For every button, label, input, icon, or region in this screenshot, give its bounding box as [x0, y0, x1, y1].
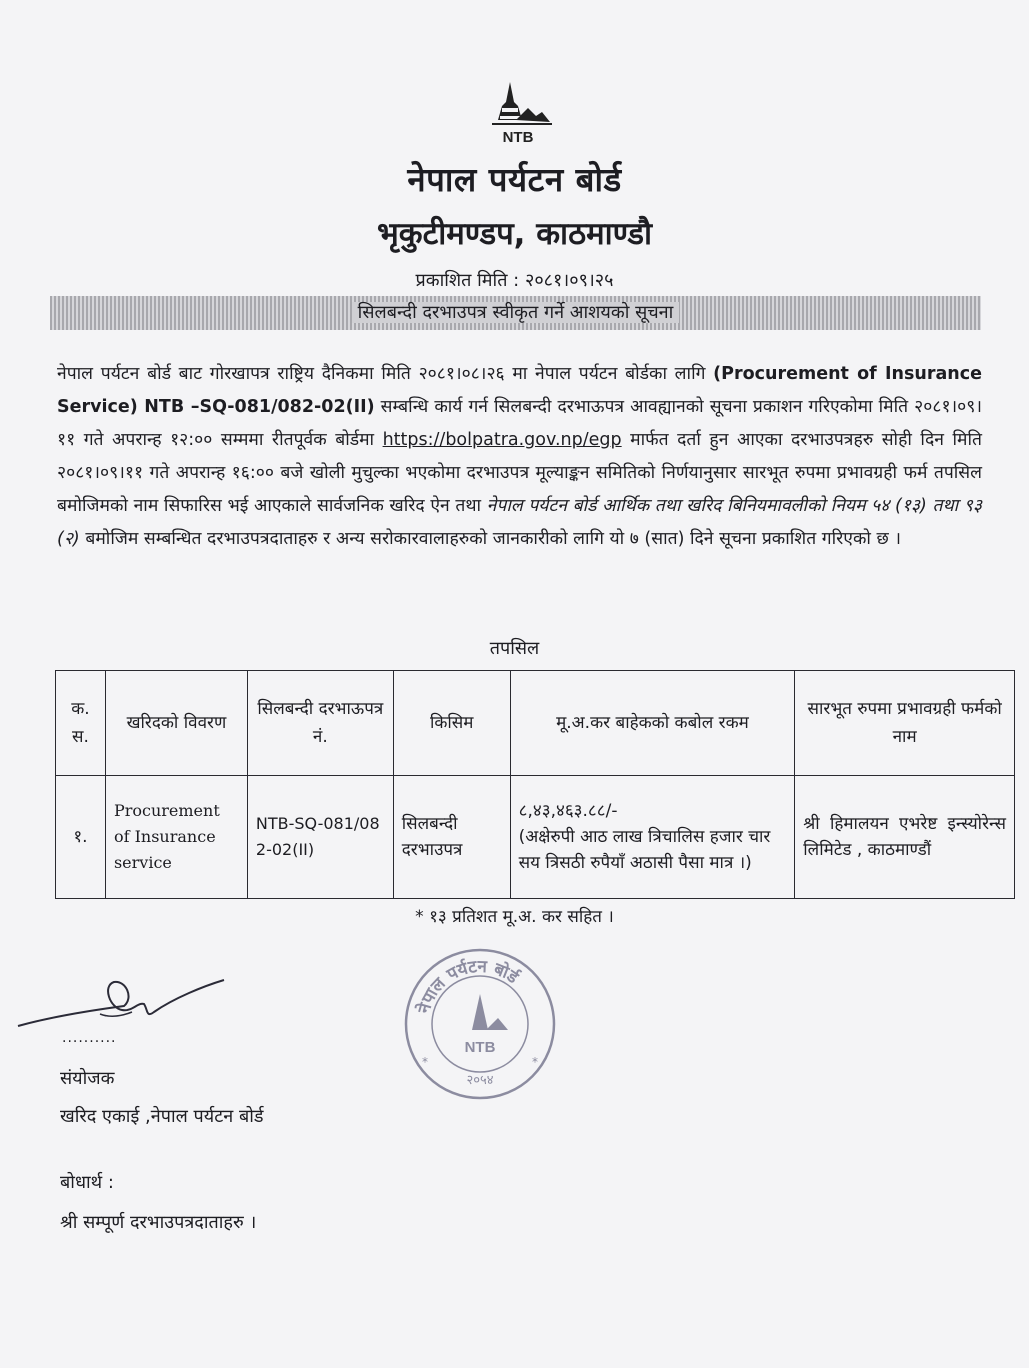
- regulation-reference: नेपाल पर्यटन बोर्ड आर्थिक तथा खरिद बिनियमावलीको नियम ५४ (१३) तथा ९३ (२): [57, 496, 983, 549]
- svg-text:NTB: NTB: [502, 129, 534, 146]
- schedule-table: [55, 670, 1015, 899]
- svg-text:२०५४: २०५४: [466, 1073, 494, 1088]
- cell-bid-no: NTB-SQ-081/082-02(II): [247, 776, 393, 899]
- signature-dots: ..........: [62, 1030, 117, 1046]
- cell-type: सिलबन्दी दरभाउपत्र: [393, 776, 510, 899]
- header-amount: मू.अ.कर बाहेकको कबोल रकम: [510, 671, 795, 776]
- header-sn: क. स.: [56, 671, 106, 776]
- body-text-1: नेपाल पर्यटन बोर्ड बाट गोरखापत्र राष्ट्रिय दैनिकमा मिति २०८१।०८।२६ मा नेपाल पर्यटन बोर्डका लागि: [57, 364, 714, 384]
- cc-label: बोधार्थ :: [60, 1172, 114, 1193]
- bolpatra-link[interactable]: https://bolpatra.gov.np/egp: [382, 430, 622, 450]
- cell-firm: श्री हिमालयन एभरेष्ट इन्स्योरेन्स लिमिटेड , काठमाण्डौं: [795, 776, 1015, 899]
- svg-text:NTB: NTB: [464, 1039, 496, 1056]
- ntb-logo-icon: [472, 78, 556, 150]
- notice-body: [57, 358, 982, 556]
- signatory-role: संयोजक: [60, 1068, 115, 1089]
- amount-words: (अक्षेरुपी आठ लाख त्रिचालिस हजार चार सय त्रिसठी रुपैयाँ अठासी पैसा मात्र ।): [518, 827, 771, 873]
- org-address: भृकुटीमण्डप, काठमाण्डौ: [376, 216, 653, 252]
- official-seal-icon: [400, 944, 560, 1104]
- amount-figure: ८,४३,४६३.८८/-: [518, 801, 618, 821]
- table-row: [56, 776, 1015, 899]
- svg-text:नेपाल पर्यटन बोर्ड: नेपाल पर्यटन बोर्ड: [414, 956, 522, 1016]
- signatory-unit: खरिद एकाई ,नेपाल पर्यटन बोर्ड: [60, 1106, 264, 1127]
- table-header-row: [56, 671, 1015, 776]
- vat-footnote: * १३ प्रतिशत मू.अ. कर सहित ।: [415, 907, 614, 927]
- published-date: प्रकाशित मिति : २०८१।०९।२५: [415, 270, 614, 291]
- procurement-reference: (Procurement of Insurance Service) NTB –SQ-081/082-02(II): [57, 364, 982, 417]
- signature-icon: [14, 958, 244, 1038]
- svg-text:*: *: [532, 1055, 538, 1069]
- body-text-3: मार्फत दर्ता हुन आएका दरभाउपत्रहरु सोही दिन मिति २०८१।०९।११ गते अपरान्ह १६:०० बजे खोली मुचुल्का भएकोमा दरभाउपत्र मूल्याङ्कन समितिको निर्णयानुसार सारभूत रुपमा प्रभावग्रही फर्म तपसिल बमोजिमको नाम सिफारिस भई आएकाले सार्वजनिक खरिद ऐन तथा: [57, 430, 982, 516]
- header-firm: सारभूत रुपमा प्रभावग्रही फर्मको नाम: [795, 671, 1015, 776]
- header-bid-no: सिलबन्दी दरभाऊपत्र नं.: [247, 671, 393, 776]
- header-description: खरिदको विवरण: [105, 671, 247, 776]
- body-text-2: सम्बन्धि कार्य गर्न सिलबन्दी दरभाऊपत्र आवह्यानको सूचना प्रकाशन गरिएकोमा मिति २०८१।०९।११ गते अपरान्ह १२:०० सम्ममा रीतपूर्वक बोर्डमा: [57, 397, 983, 450]
- cell-sn: १.: [56, 776, 106, 899]
- org-name: नेपाल पर्यटन बोर्ड: [407, 160, 622, 199]
- cell-description: Procurement of Insurance service: [105, 776, 247, 899]
- schedule-title: तपसिल: [489, 638, 540, 659]
- cell-amount: [510, 776, 795, 899]
- body-text-4: बमोजिम सम्बन्धित दरभाउपत्रदाताहरु र अन्य सरोकारवालाहरुको जानकारीको लागि यो ७ (सात) दिने सूचना प्रकाशित गरिएको छ ।: [79, 529, 901, 549]
- svg-text:*: *: [422, 1055, 428, 1069]
- notice-title: सिलबन्दी दरभाउपत्र स्वीकृत गर्ने आशयको सूचना: [352, 302, 680, 323]
- cc-recipients: श्री सम्पूर्ण दरभाउपत्रदाताहरु ।: [60, 1212, 257, 1233]
- header-type: किसिम: [393, 671, 510, 776]
- notice-title-bar: [50, 296, 981, 330]
